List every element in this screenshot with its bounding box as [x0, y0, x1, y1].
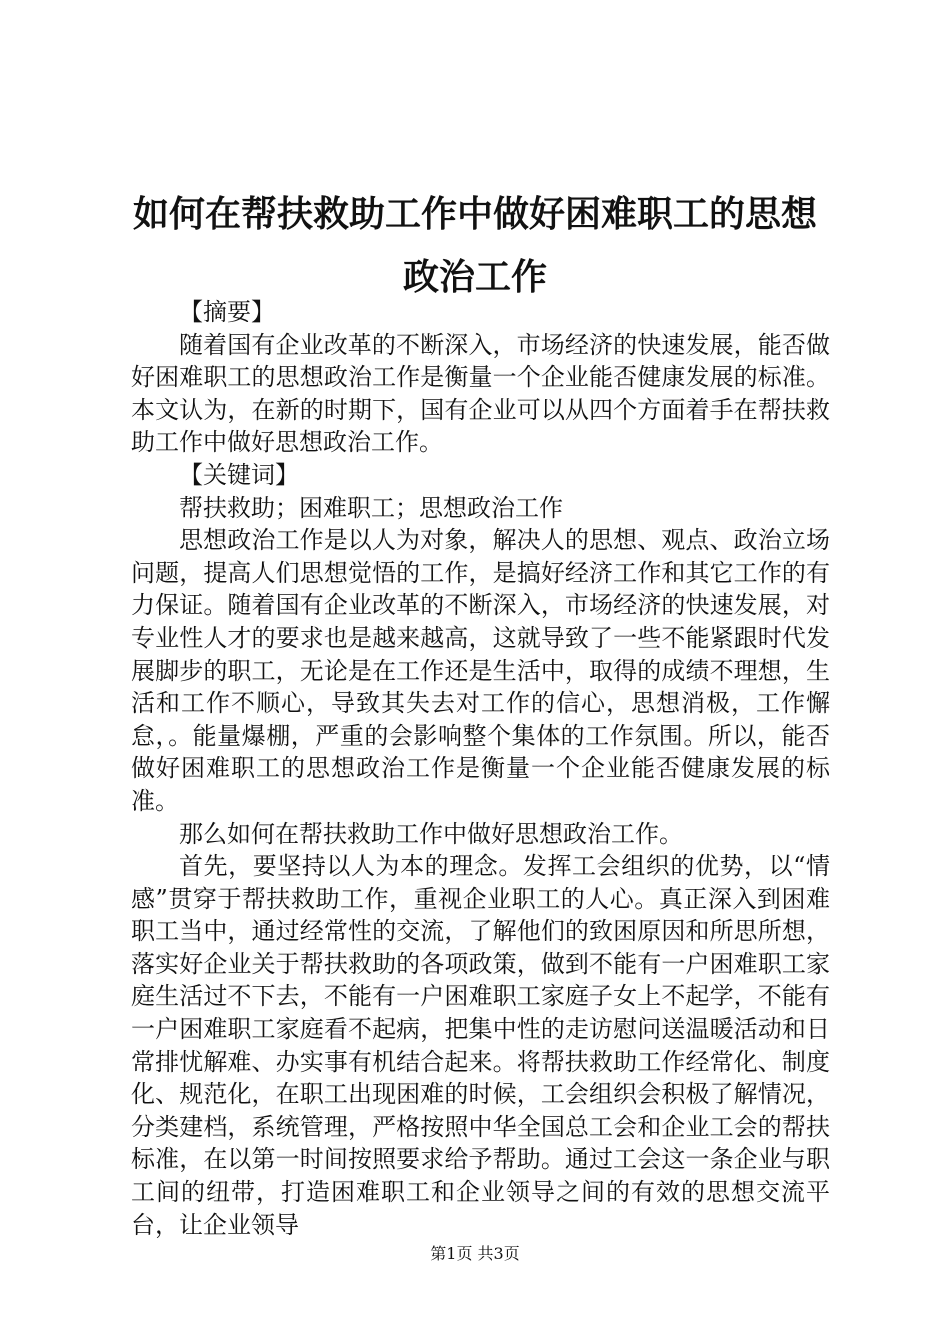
- document-title: 如何在帮扶救助工作中做好困难职工的思想政治工作: [132, 193, 817, 298]
- page-footer: 第1页 共3页: [430, 1244, 520, 1263]
- abstract-heading: 【摘要】: [179, 298, 275, 326]
- body-paragraph: 首先，要坚持以人为本的理念。发挥工会组织的优势，以“情感”贯穿于帮扶救助工作，重视企业职工的人心。真正深入到困难职工当中，通过经常性的交流，了解他们的致困原因和所思所想，落实好企业关于帮扶救助的各项政策，做到不能有一户困难职工家庭生活过不下去，不能有一户困难职工家庭子女上不起学，不能有一户困难职工家庭看不起病，把集中性的走访慰问送温暖活动和日常排忧解难、办实事有机结合起来。将帮扶救助工作经常化、制度化、规范化，在职工出现困难的时候，工会组织会积极了解情况，分类建档，系统管理，严格按照中华全国总工会和企业工会的帮扶标准，在以第一时间按照要求给予帮助。通过工会这一条企业与职工间的纽带，打造困难职工和企业领导之间的有效的思想交流平台，让企业领导: [131, 852, 830, 1239]
- keywords-paragraph: 帮扶救助；困难职工；思想政治工作: [179, 493, 563, 522]
- abstract-paragraph: 随着国有企业改革的不断深入，市场经济的快速发展，能否做好困难职工的思想政治工作是衡量一个企业能否健康发展的标准。本文认为，在新的时期下，国有企业可以从四个方面着手在帮扶救助工作中做好思想政治工作。: [131, 330, 830, 457]
- body-paragraph: 那么如何在帮扶救助工作中做好思想政治工作。: [179, 819, 683, 848]
- document-body: [131, 296, 830, 1241]
- body-paragraph: 思想政治工作是以人为对象，解决人的思想、观点、政治立场问题，提高人们思想觉悟的工作，是搞好经济工作和其它工作的有力保证。随着国有企业改革的不断深入，市场经济的快速发展，对专业性人才的要求也是越来越高，这就导致了一些不能紧跟时代发展脚步的职工，无论是在工作还是生活中，取得的成绩不理想，生活和工作不顺心，导致其失去对工作的信心，思想消极，工作懈怠，。能量爆棚，严重的会影响整个集体的工作氛围。所以，能否做好困难职工的思想政治工作是衡量一个企业能否健康发展的标准。: [131, 526, 830, 815]
- keywords-heading: 【关键词】: [179, 460, 299, 489]
